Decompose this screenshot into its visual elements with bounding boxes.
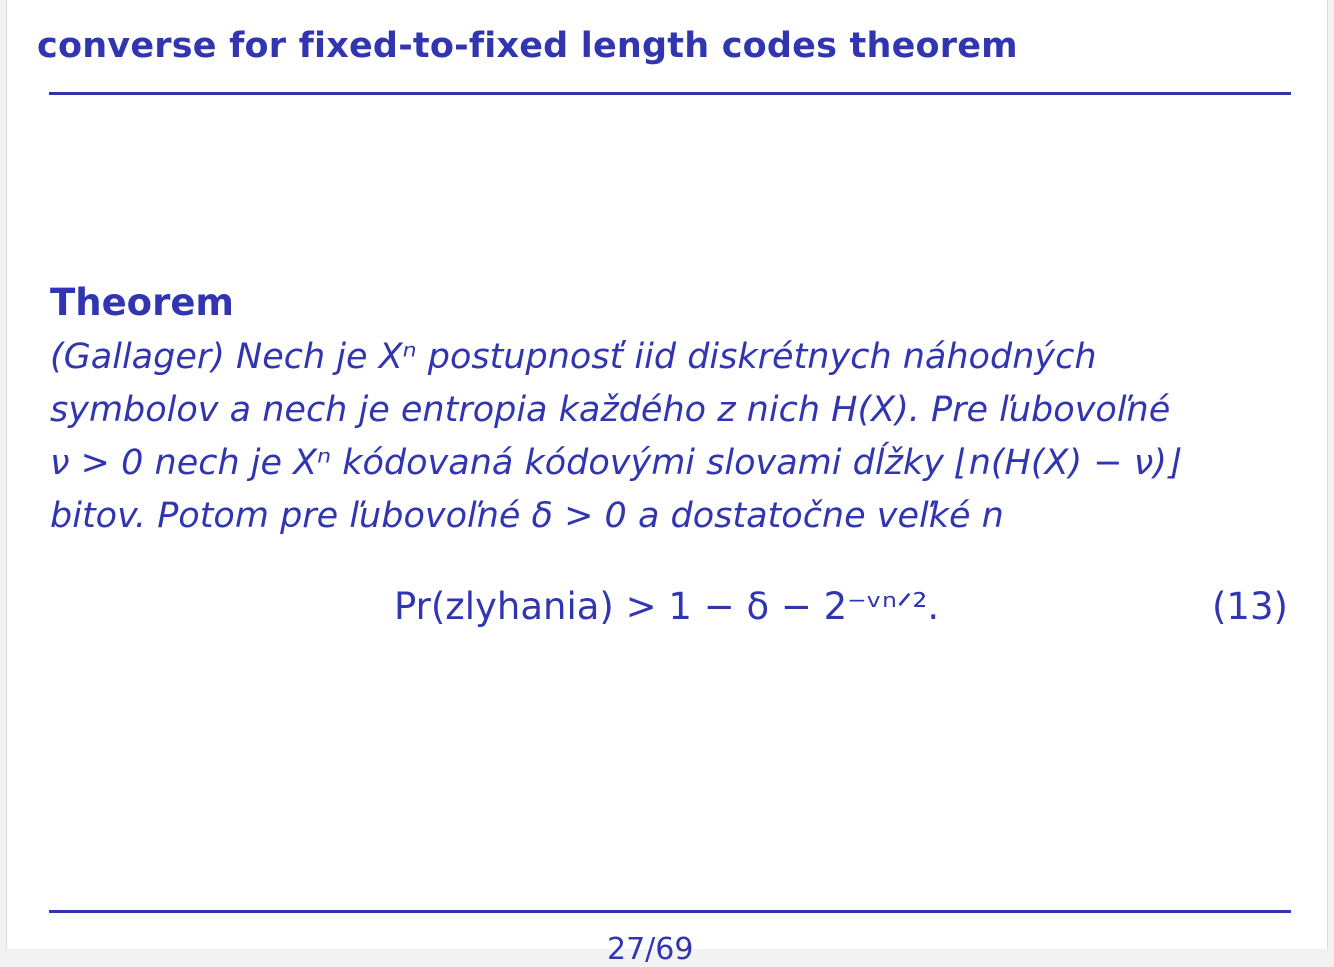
theorem-line: ν > 0 nech je Xⁿ kódovaná kódovými slovami dĺžky ⌊n(H(X) − ν)⌋ [50, 443, 1181, 483]
theorem-heading: Theorem [50, 281, 234, 324]
title-rule [49, 92, 1291, 95]
footer-rule [49, 910, 1291, 913]
theorem-line: symbolov a nech je entropia každého z nich H(X). Pre ľubovoľné [50, 390, 1171, 430]
frame-title: converse for fixed-to-fixed length codes theorem [37, 26, 1018, 66]
page-number: 27/69 [607, 932, 694, 967]
equation-number: (13) [1212, 585, 1288, 628]
theorem-body [50, 331, 1290, 543]
theorem-line: bitov. Potom pre ľubovoľné δ > 0 a dostatočne veľké n [50, 496, 1004, 536]
equation: Pr(zlyhania) > 1 − δ − 2⁻ᵛⁿᐟ². [394, 585, 940, 628]
theorem-line: (Gallager) Nech je Xⁿ postupnosť iid diskrétnych náhodných [50, 337, 1097, 377]
slide [6, 0, 1328, 967]
